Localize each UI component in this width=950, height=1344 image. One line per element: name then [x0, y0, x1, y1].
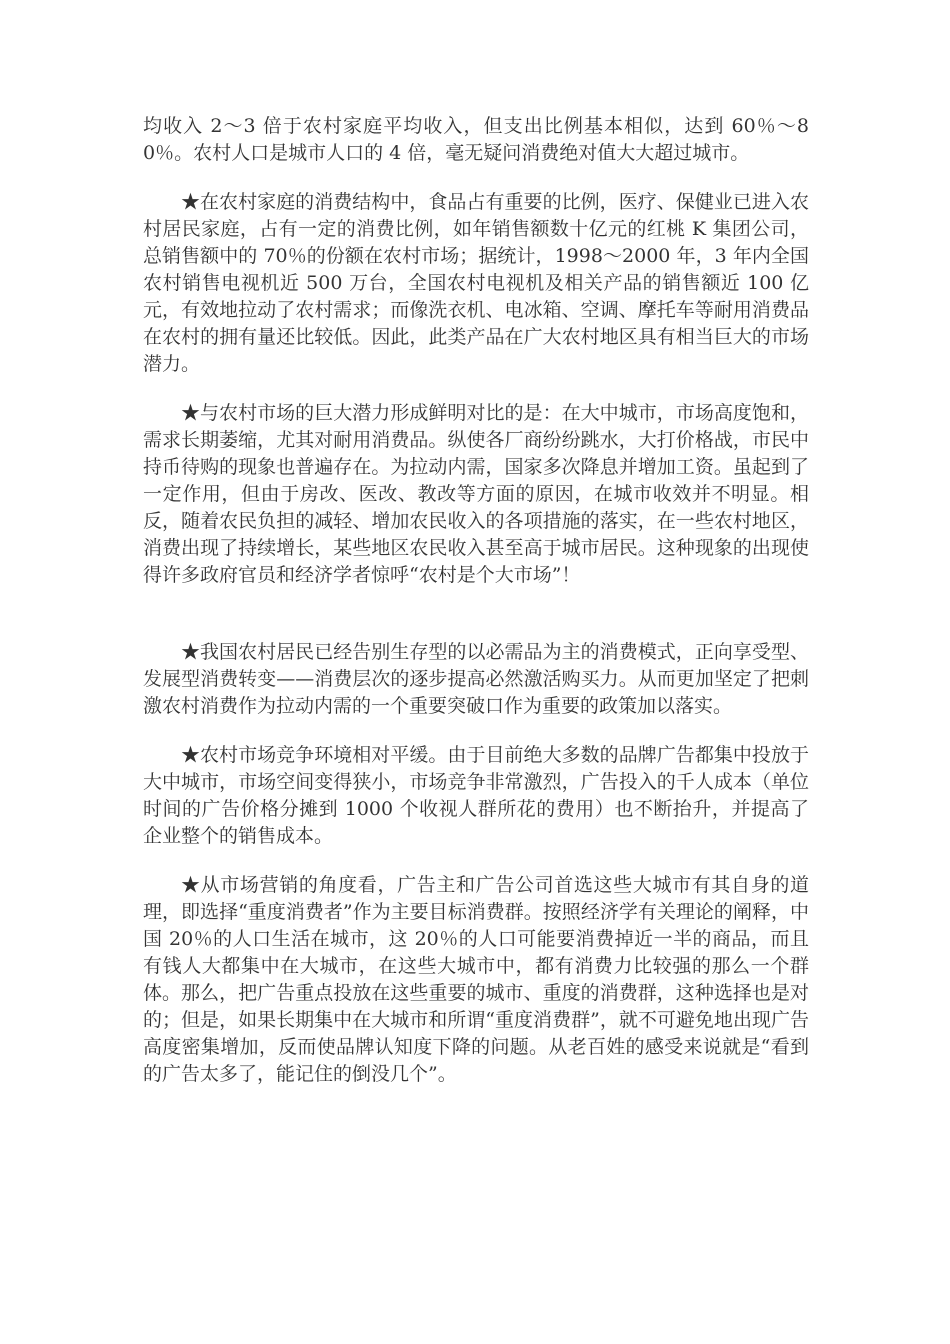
document-page — [143, 113, 809, 1110]
paragraph-continuation: 均收入 2～3 倍于农村家庭平均收入，但支出比例基本相似，达到 60％～80％。农村人口是城市人口的 4 倍，毫无疑问消费绝对值大大超过城市。 — [143, 115, 809, 164]
paragraph-competition: ★农村市场竞争环境相对平缓。由于目前绝大多数的品牌广告都集中投放于大中城市，市场空间变得狭小，市场竞争非常激烈，广告投入的千人成本（单位时间的广告价格分摊到 1000 个收视人群所花的费用）也不断抬升，并提高了企业整个的销售成本。 — [143, 744, 809, 847]
paragraph-consumption-shift: ★我国农村居民已经告别生存型的以必需品为主的消费模式，正向享受型、发展型消费转变——消费层次的逐步提高必然激活购买力。从而更加坚定了把刺激农村消费作为拉动内需的一个重要突破口作为重要的政策加以落实。 — [143, 641, 809, 717]
paragraph-consumption-structure: ★在农村家庭的消费结构中，食品占有重要的比例，医疗、保健业已进入农村居民家庭，占有一定的消费比例，如年销售额数十亿元的红桃 K 集团公司，总销售额中的 70％的份额在农村市场；据统计，1998～2000 年，3 年内全国农村销售电视机近 500 万台，全国农村电视机及相关产品的销售额近 100 亿元，有效地拉动了农村需求；而像洗衣机、电冰箱、空调、摩托车等耐用消费品在农村的拥有量还比较低。因此，此类产品在广大农村地区具有相当巨大的市场潜力。 — [143, 191, 809, 375]
paragraph-urban-contrast: ★与农村市场的巨大潜力形成鲜明对比的是：在大中城市，市场高度饱和，需求长期萎缩，尤其对耐用消费品。纵使各厂商纷纷跳水，大打价格战，市民中持币待购的现象也普遍存在。为拉动内需，国家多次降息并增加工资。虽起到了一定作用，但由于房改、医改、教改等方面的原因，在城市收效并不明显。相反，随着农民负担的减轻、增加农民收入的各项措施的落实，在一些农村地区，消费出现了持续增长，某些地区农民收入甚至高于城市居民。这种现象的出现使得许多政府官员和经济学者惊呼“农村是个大市场”！ — [143, 402, 809, 586]
paragraph-marketing: ★从市场营销的角度看，广告主和广告公司首选这些大城市有其自身的道理，即选择“重度消费者”作为主要目标消费群。按照经济学有关理论的阐释，中国 20％的人口生活在城市，这 20％的人口可能要消费掉近一半的商品，而且有钱人大都集中在大城市，在这些大城市中，都有消费力比较强的那么一个群体。那么，把广告重点投放在这些重要的城市、重度的消费群，这种选择也是对的；但是，如果长期集中在大城市和所谓“重度消费群”，就不可避免地出现广告高度密集增加，反而使品牌认知度下降的问题。从老百姓的感受来说就是“看到的广告太多了，能记住的倒没几个”。 — [143, 874, 809, 1085]
